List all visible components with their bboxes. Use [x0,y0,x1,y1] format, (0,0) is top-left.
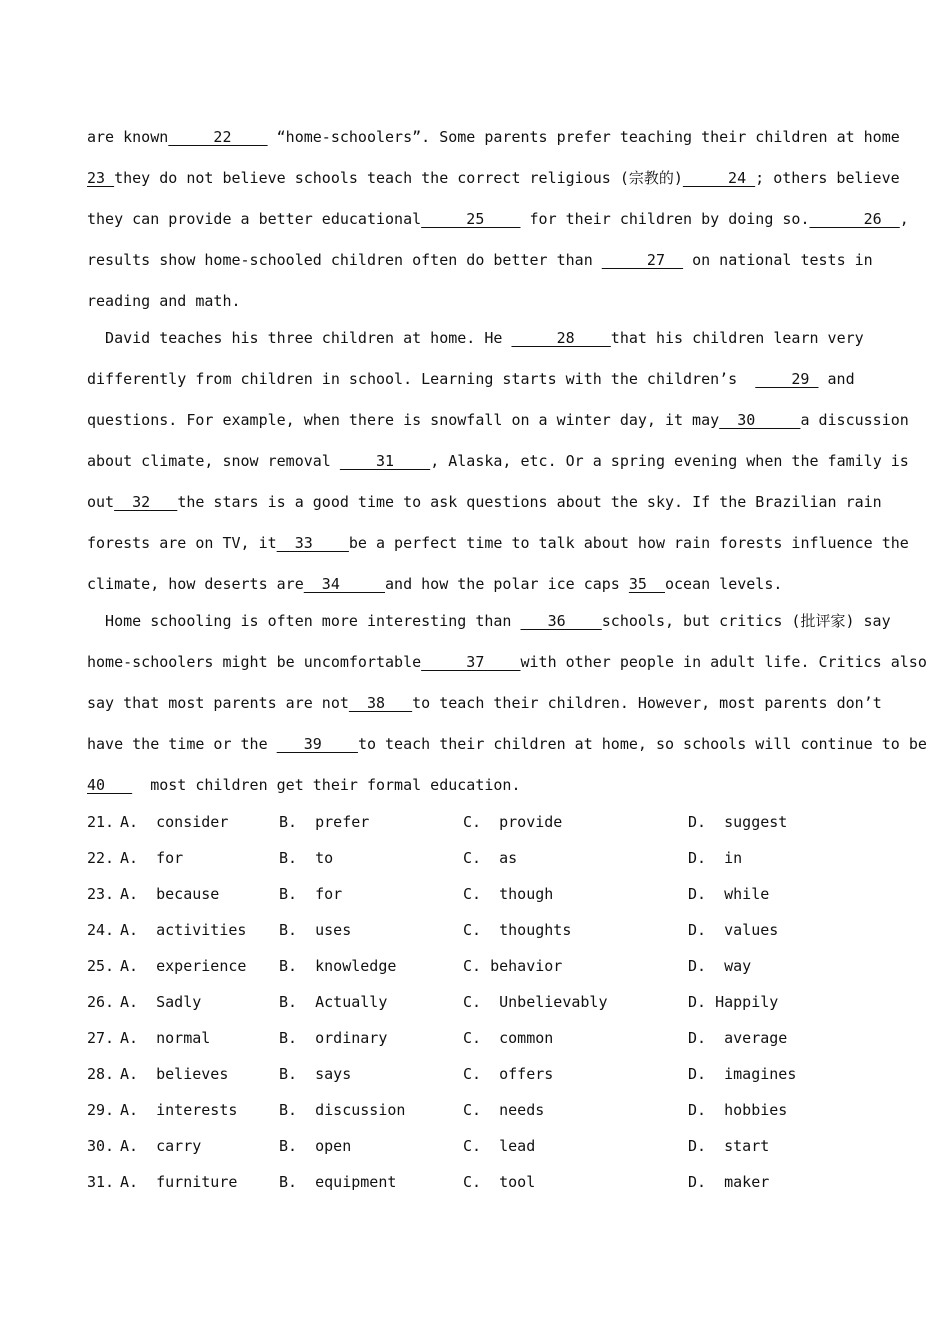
text: for their children by doing so. [520,210,810,228]
text: to teach their children at home, so schools will continue to be [357,735,927,753]
blank-31: 31 [339,452,431,470]
question-number: 21. [87,813,115,831]
option-a: A. interests [120,1101,238,1119]
blank-25: 25 [421,210,521,228]
option-b: B. to [279,849,334,867]
text: questions. For example, when there is snowfall on a winter day, it may [87,411,720,429]
text: and [818,370,855,388]
passage-line [87,492,882,512]
text: they do not believe schools teach the correct religious (宗教的) [114,169,683,187]
text: that his children learn very [610,329,864,347]
passage-line [87,209,909,229]
blank-27: 27 [601,251,684,269]
question-number: 30. [87,1137,115,1155]
blank-32: 32 [114,493,178,511]
passage-line [87,734,927,754]
question-number: 31. [87,1173,115,1191]
passage-line [87,533,909,553]
option-b: B. discussion [279,1101,406,1119]
passage-line [87,775,863,795]
text: the stars is a good time to ask questions about the sky. If the Brazilian rain [177,493,882,511]
option-a: A. carry [120,1137,202,1155]
text: ; others believe [755,169,900,187]
option-b: B. open [279,1137,352,1155]
text: out [87,493,115,511]
option-b: B. equipment [279,1173,397,1191]
text: climate, how deserts are [87,575,304,593]
passage-line [87,291,863,311]
option-d: D. Happily [688,993,779,1011]
text: home-schoolers might be uncomfortable [87,653,422,671]
blank-37: 37 [421,653,521,671]
option-d: D. way [688,957,752,975]
option-b: B. Actually [279,993,388,1011]
passage-line [87,693,882,713]
blank-35: 35 [628,575,665,593]
blank-38: 38 [348,694,413,712]
text: on national tests in [683,251,873,269]
text: reading and math. [87,292,241,310]
option-d: D. hobbies [688,1101,788,1119]
question-number: 28. [87,1065,115,1083]
text: , [899,210,909,228]
option-c: C. behavior [463,957,563,975]
passage-line [87,127,900,147]
question-number: 22. [87,849,115,867]
blank-40: 40 [87,776,133,794]
text: have the time or the [87,735,277,753]
option-a: A. believes [120,1065,229,1083]
text: results show home-schooled children often do better than [87,251,602,269]
option-d: D. imagines [688,1065,797,1083]
text: about climate, snow removal [87,452,340,470]
passage-line [87,410,909,430]
question-number: 29. [87,1101,115,1119]
blank-22: 22 [168,128,268,146]
option-c: C. thoughts [463,921,572,939]
text: they can provide a better educational [87,210,422,228]
blank-24: 24 [682,169,756,187]
passage-line [87,451,909,471]
option-b: B. prefer [279,813,370,831]
option-a: A. normal [120,1029,211,1047]
passage-line [87,328,863,348]
text: are known [87,128,169,146]
option-a: A. furniture [120,1173,238,1191]
passage-line [87,652,927,672]
question-number: 25. [87,957,115,975]
option-d: D. maker [688,1173,770,1191]
option-d: D. in [688,849,743,867]
option-d: D. values [688,921,779,939]
text: a discussion [800,411,909,429]
passage-line [87,168,900,188]
passage-line [87,369,863,389]
blank-34: 34 [303,575,386,593]
text: David teaches his three children at home. He [87,329,512,347]
option-b: B. knowledge [279,957,397,975]
option-c: C. Unbelievably [463,993,608,1011]
text: most children get their formal education. [132,776,521,794]
text: and how the polar ice caps [385,575,629,593]
blank-29: 29 [755,370,819,388]
text: be a perfect time to talk about how rain forests influence the [348,534,909,552]
option-c: C. tool [463,1173,536,1191]
blank-39: 39 [276,735,358,753]
passage-line [87,611,891,631]
option-d: D. average [688,1029,788,1047]
text: Home schooling is often more interesting than [87,612,521,630]
blank-36: 36 [520,612,602,630]
passage-line [87,250,873,270]
option-c: C. lead [463,1137,536,1155]
text: say that most parents are not [87,694,349,712]
text: schools, but critics (批评家) say [601,612,891,630]
option-c: C. as [463,849,518,867]
question-number: 27. [87,1029,115,1047]
blank-33: 33 [276,534,349,552]
option-a: A. for [120,849,184,867]
option-c: C. needs [463,1101,545,1119]
question-number: 26. [87,993,115,1011]
question-number: 23. [87,885,115,903]
option-a: A. consider [120,813,229,831]
blank-28: 28 [511,329,611,347]
option-a: A. Sadly [120,993,202,1011]
text: forests are on TV, it [87,534,277,552]
option-d: D. start [688,1137,770,1155]
option-d: D. while [688,885,770,903]
option-d: D. suggest [688,813,788,831]
option-b: B. for [279,885,343,903]
option-c: C. common [463,1029,554,1047]
text: to teach their children. However, most parents don’t [412,694,882,712]
text: with other people in adult life. Critics also [520,653,927,671]
option-a: A. experience [120,957,247,975]
blank-23: 23 [87,169,115,187]
blank-30: 30 [719,411,801,429]
blank-26: 26 [809,210,900,228]
passage-line [87,574,863,594]
option-c: C. offers [463,1065,554,1083]
option-b: B. ordinary [279,1029,388,1047]
option-c: C. though [463,885,554,903]
text: differently from children in school. Learning starts with the children’s [87,370,756,388]
text: “home-schoolers”. Some parents prefer teaching their children at home [267,128,900,146]
text: ocean levels. [665,575,783,593]
option-a: A. because [120,885,220,903]
text: , Alaska, etc. Or a spring evening when the family is [430,452,909,470]
option-b: B. uses [279,921,352,939]
option-b: B. says [279,1065,352,1083]
option-c: C. provide [463,813,563,831]
option-a: A. activities [120,921,247,939]
question-number: 24. [87,921,115,939]
